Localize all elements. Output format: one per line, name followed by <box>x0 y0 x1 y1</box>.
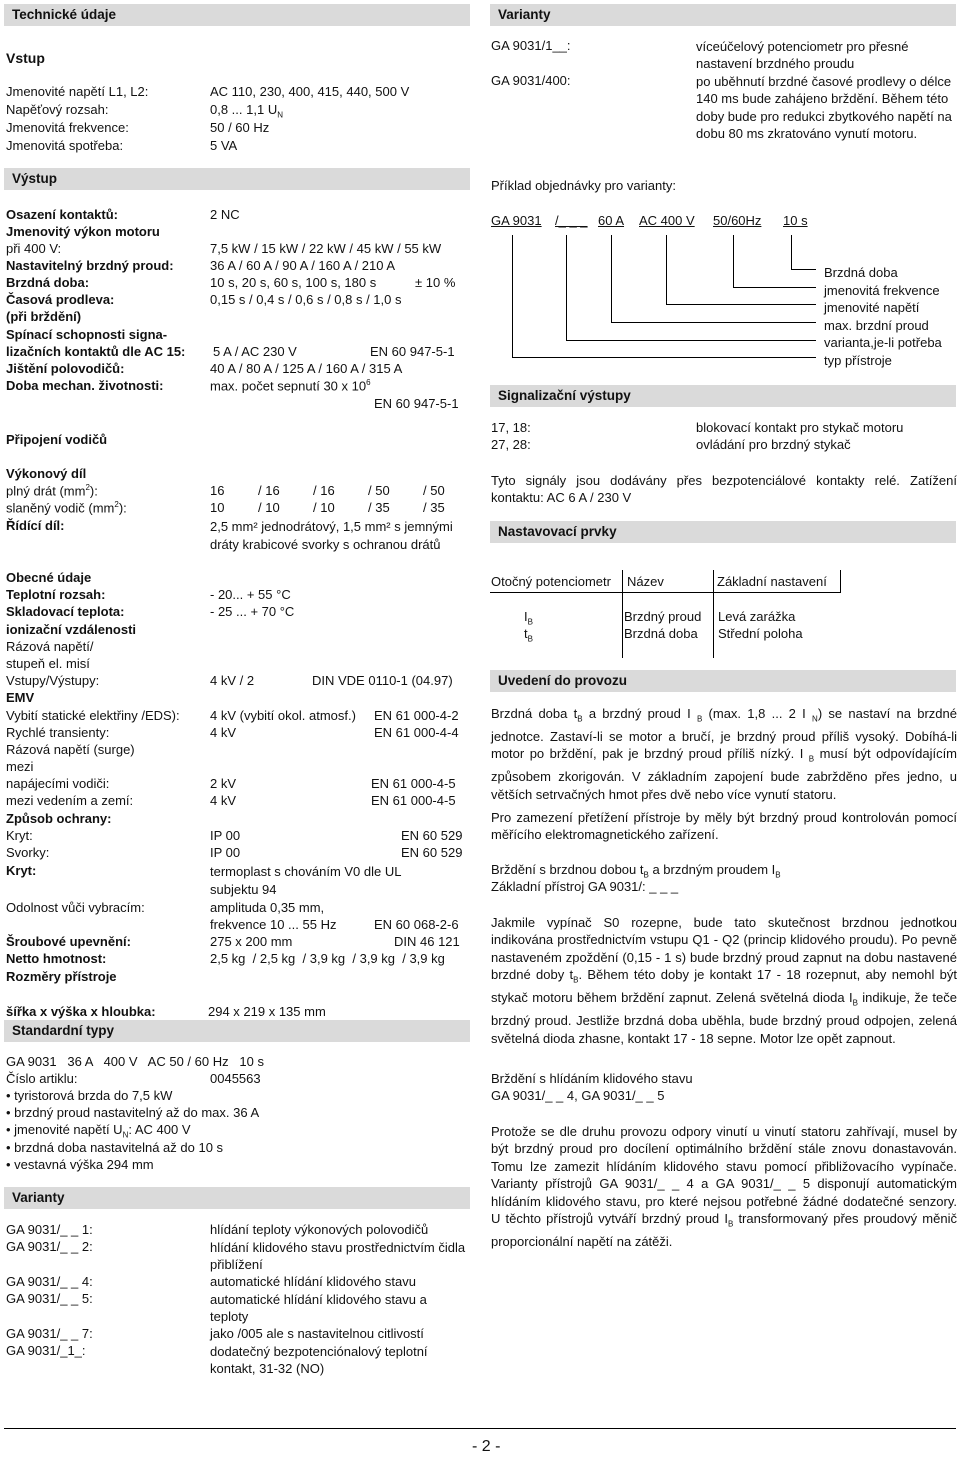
rvariant-code-2: GA 9031/400: <box>491 73 571 88</box>
variant-code-6: GA 9031/_1_: <box>6 1343 86 1358</box>
delay-value: 0,15 s / 0,4 s / 0,6 s / 0,8 s / 1,0 s <box>210 292 402 307</box>
order-label-6: typ přístroje <box>824 353 892 368</box>
power-label: Jmenovitý výkon motoru <box>6 224 160 239</box>
settings-sym-2: $t_B$ <box>524 626 533 644</box>
settings-name-2: Brzdná doba <box>624 626 698 641</box>
variant-code-4: GA 9031/_ _ 5: <box>6 1291 93 1306</box>
commission-para-3a: Brždění s brzdnou dobou $t_B$ a brzdným proudem $I_B$ <box>491 862 781 880</box>
between-label: mezi <box>6 759 34 774</box>
input-value-2: 0,8 ... 1,1 $U_N$ <box>210 102 283 120</box>
signal-code-1: 17, 18: <box>491 420 531 435</box>
supply-value: 2 kV <box>210 776 237 791</box>
vib-value-2: frekvence 10 ... 55 Hz <box>210 917 337 932</box>
solid-v3: / 16 <box>313 483 335 498</box>
switch-label-2: lizačních kontaktů dle AC 15: <box>6 344 186 359</box>
control-value: 2,5 mm² jednodrátový, 1,5 mm² s jemnými dráty krabicové svorky s ochranou drátů <box>210 519 453 552</box>
variant-desc-6: dodatečný bezpotenciónalový teplotní kontakt, 31-32 (NO) <box>210 1344 428 1377</box>
order-title: Příklad objednávky pro varianty: <box>491 178 676 193</box>
weight-value: 2,5 kg / 2,5 kg / 3,9 kg / 3,9 kg / 3,9 kg <box>210 951 445 966</box>
signal-header: Signalizační výstupy <box>490 385 956 407</box>
art-value: 0045563 <box>210 1071 261 1086</box>
order-label-1: Brzdná doba <box>824 265 898 280</box>
burst-label: Rychlé transienty: <box>6 725 110 740</box>
control-label: Řídící díl: <box>6 518 65 533</box>
life-label: Doba mechan. životnosti: <box>6 378 164 393</box>
output-header: Výstup <box>4 168 470 190</box>
surge-label-2: stupeň el. misí <box>6 656 90 671</box>
strand-v4: / 35 <box>368 500 390 515</box>
time-value: 10 s, 20 s, 60 s, 100 s, 180 s <box>210 275 377 290</box>
commission-para-4: Jakmile vypínač S0 rozepne, bude tato skutečnost brzdnou jednotkou indikována prostřednictvím vstupu Q1 - Q2 (princip klidového proudu). Po pevně nastaveném zpoždění (0,15 - 1 s) bude brzdný proud zapnut na dobu nastavené brzdné doby $t_B$. Během této doby je kontakt 17 - 18 rozepnut, aby nemohl být stykač motoru během brždění zapnut. Zelená světelná dioda $I_B$ indikuje, že teče brzdný proud. Jestliže brzdná doba uběhla, bude brzdný proud odpojen, zelená světelná dioda zhasne, kontakt 17 - 18 sepne. Motor lze opět zapnout. <box>491 915 957 1046</box>
commission-para-2: Pro zamezení přetížení přístroje by měly být brzdný proud kontrolován pomocí měřícího elektromagnetického zařízení. <box>491 810 957 843</box>
ground-label: mezi vedením a zemí: <box>6 793 134 808</box>
std-bullet-2: • brzdný proud nastavitelný až do max. 36 A <box>6 1105 260 1120</box>
variant-desc-3: automatické hlídání klidového stavu <box>210 1274 416 1289</box>
std-bullet-4: • brzdná doba nastavitelná až do 10 s <box>6 1140 224 1155</box>
commission-para-3b: Základní přístroj GA 9031/: _ _ _ <box>491 879 679 894</box>
time-tolerance: ± 10 % <box>415 275 456 290</box>
ground-norm: EN 61 000-4-5 <box>371 793 456 808</box>
variant-desc-5: jako /005 ale s nastavitelnou citlivostí <box>210 1326 424 1341</box>
settings-header: Nastavovací prvky <box>490 521 956 543</box>
order-part-6: 10 s <box>783 213 808 228</box>
housing-label: Kryt: <box>6 863 37 878</box>
settings-col-2: Název <box>627 574 664 589</box>
variant-desc-2: hlídání klidového stavu prostřednictvím čidla přiblížení <box>210 1240 466 1273</box>
std-header: Standardní typy <box>4 1020 470 1042</box>
commission-para-5a: Brždění s hlídáním klidového stavu <box>491 1071 693 1086</box>
footer-divider <box>4 1428 956 1429</box>
cover-norm: EN 60 529 <box>401 828 463 843</box>
input-label-3: Jmenovitá frekvence: <box>6 120 129 135</box>
time-label: Brzdná doba: <box>6 275 90 290</box>
supply-norm: EN 61 000-4-5 <box>371 776 456 791</box>
std-bullet-5: • vestavná výška 294 mm <box>6 1157 154 1172</box>
contacts-value: 2 NC <box>210 207 240 222</box>
weight-label: Netto hmotnost: <box>6 951 107 966</box>
signal-note: Tyto signály jsou dodávány přes bezpotenciálové kontakty relé. Zatížení kontaktu: AC 6 A / 230 V <box>491 473 957 506</box>
strand-v5: / 35 <box>423 500 445 515</box>
order-label-3: jmenovité napětí <box>824 300 920 315</box>
art-label: Číslo artiklu: <box>6 1071 78 1086</box>
screw-norm: DIN 46 121 <box>394 934 460 949</box>
switch-norm: EN 60 947-5-1 <box>370 344 455 359</box>
commission-para-5b: GA 9031/_ _ 4, GA 9031/_ _ 5 <box>491 1088 665 1103</box>
surge-title: Rázová napětí (surge) <box>6 742 135 757</box>
vib-value-1: amplituda 0,35 mm, <box>210 900 325 915</box>
input-label-4: Jmenovitá spotřeba: <box>6 138 124 153</box>
input-value-3: 50 / 60 Hz <box>210 120 270 135</box>
vib-label: Odolnost vůči vybracím: <box>6 900 145 915</box>
input-title: Vstup <box>6 50 45 66</box>
solid-v5: / 50 <box>423 483 445 498</box>
life-value: max. počet sepnutí 30 x $10^6$ <box>210 378 371 394</box>
screw-value: 275 x 200 mm <box>210 934 293 949</box>
supply-label: napájecími vodiči: <box>6 776 110 791</box>
delay-label: Časová prodleva: <box>6 292 115 307</box>
term-norm: EN 60 529 <box>401 845 463 860</box>
current-label: Nastavitelný brzdný proud: <box>6 258 174 273</box>
settings-col-3: Základní nastavení <box>717 574 827 589</box>
tech-header: Technické údaje <box>4 4 470 26</box>
commission-header: Uvedení do provozu <box>490 670 956 692</box>
solid-v2: / 16 <box>258 483 280 498</box>
power-part-title: Výkonový díl <box>6 466 87 481</box>
contacts-label: Osazení kontaktů: <box>6 207 118 222</box>
store-temp-label: Skladovací teplota: <box>6 604 125 619</box>
strand-v1: 10 <box>210 500 225 515</box>
power-value: 7,5 kW / 15 kW / 22 kW / 45 kW / 55 kW <box>210 241 442 256</box>
io-value: 4 kV / 2 <box>210 673 255 688</box>
housing-value: termoplast s chováním V0 dle UL subjektu 94 <box>210 864 401 897</box>
delay-note: (při brždění) <box>6 309 82 324</box>
page-number: - 2 - <box>472 1438 501 1455</box>
iso-title: ionizační vzdálenosti <box>6 622 137 637</box>
surge-label-1: Rázová napětí/ <box>6 639 94 654</box>
power-at-label: při 400 V: <box>6 241 62 256</box>
order-label-2: jmenovitá frekvence <box>824 283 940 298</box>
wire-header: Připojení vodičů <box>6 432 108 447</box>
io-label: Vstupy/Výstupy: <box>6 673 100 688</box>
rvariant-desc-2: po uběhnutí brzdné časové prodlevy o délce 140 ms bude zahájeno brždění. Během této doby bude pro redukci zbytkového napětí na dobu 80 ms zkratováno vynutí motoru. <box>696 74 952 142</box>
op-temp-label: Teplotní rozsah: <box>6 587 106 602</box>
switch-value: 5 A / AC 230 V <box>213 344 297 359</box>
variant-code-1: GA 9031/_ _ 1: <box>6 1222 93 1237</box>
solid-v1: 16 <box>210 483 225 498</box>
esd-value: 4 kV (vybití okol. atmosf.) <box>210 708 356 723</box>
op-temp-value: - 20... + 55 °C <box>210 587 291 602</box>
right-variants-header: Varianty <box>490 4 956 26</box>
order-part-1: GA 9031 <box>491 213 542 228</box>
strand-v3: / 10 <box>313 500 335 515</box>
dims-label: šířka x výška x hloubka: <box>6 1004 156 1019</box>
cover-label: Kryt: <box>6 828 33 843</box>
order-part-4: AC 400 V <box>639 213 695 228</box>
variant-code-3: GA 9031/_ _ 4: <box>6 1274 93 1289</box>
strand-label: slaněný vodič $(mm^2)$: <box>6 500 127 516</box>
std-bullet-3: • jmenovité napětí $U_N$: AC 400 V <box>6 1122 191 1140</box>
burst-value: 4 kV <box>210 725 237 740</box>
switch-label-1: Spínací schopnosti signa- <box>6 327 168 342</box>
solid-v4: / 50 <box>368 483 390 498</box>
fuse-value: 40 A / 80 A / 125 A / 160 A / 315 A <box>210 361 403 376</box>
rvariant-code-1: GA 9031/1__: <box>491 38 571 53</box>
settings-sym-1: $I_B$ <box>524 609 533 627</box>
order-label-5: varianta,je-li potřeba <box>824 335 942 350</box>
ground-value: 4 kV <box>210 793 237 808</box>
esd-norm: EN 61 000-4-2 <box>374 708 459 723</box>
strand-v2: / 10 <box>258 500 280 515</box>
order-part-2: /_ _ _ <box>555 213 588 228</box>
dims-value: 294 x 219 x 135 mm <box>208 1004 326 1019</box>
emv-title: EMV <box>6 690 35 705</box>
store-temp-value: - 25 ... + 70 °C <box>210 604 295 619</box>
commission-para-6: Protože se dle druhu provozu odpory vinutí u vinutí statoru zahřívají, musel by být brzdný proud pro docílení optimálního brždění stále znovu donastavován. Tomu lze zamezit hlídáním klidového stavu pomocí přibližovacího vypínače. Varianty přístrojů GA 9031/_ _ 4 a GA 9031/_ _ 5 disponují automatickým hlídáním klidového stavu, pro které nejsou potřebné žádné dodatečné senzory. U těchto přístrojů vytváří brzdný proud $I_B$ transformovaný přes proudový měnič proporcionální napětí na zátěži. <box>491 1124 957 1250</box>
solid-label: plný drát $(mm^2)$: <box>6 483 98 499</box>
cover-value: IP 00 <box>210 828 241 843</box>
commission-para-1: Brzdná doba $t_B$ a brzdný proud I $_B$ (max. 1,8 ... 2 I $_N$) se nastaví na brzdné jednotce. Zastaví-li se motor a bručí, je brzdný proud příliš vysoký. Dobíhá-li motor po brždění, pak je brzdný proud příliš nízký. I $_B$ musí být odpovídajícím způsobem zkorigován. V základním zapojení bude zabržděno přes jedno, u větších setrvačných hmot přes dvě nebo více vynutí statoru. <box>491 706 958 802</box>
settings-name-1: Brzdný proud <box>624 609 702 624</box>
settings-col-1: Otočný potenciometr <box>491 574 611 589</box>
general-title: Obecné údaje <box>6 570 92 585</box>
order-label-4: max. brzdní proud <box>824 318 929 333</box>
screw-label: Šroubové upevnění: <box>6 934 131 949</box>
signal-desc-1: blokovací kontakt pro stykač motoru <box>696 420 904 435</box>
burst-norm: EN 61 000-4-4 <box>374 725 459 740</box>
std-type-line: GA 9031 36 A 400 V AC 50 / 60 Hz 10 s <box>6 1054 265 1069</box>
current-value: 36 A / 60 A / 90 A / 160 A / 210 A <box>210 258 396 273</box>
vib-norm: EN 60 068-2-6 <box>374 917 459 932</box>
variant-code-2: GA 9031/_ _ 2: <box>6 1239 93 1254</box>
input-value-1: AC 110, 230, 400, 415, 440, 500 V <box>210 84 410 99</box>
variant-desc-4: automatické hlídání klidového stavu a teploty <box>210 1292 427 1325</box>
io-norm: DIN VDE 0110-1 (04.97) <box>312 673 453 688</box>
term-value: IP 00 <box>210 845 241 860</box>
order-part-3: 60 A <box>598 213 625 228</box>
prot-title: Způsob ochrany: <box>6 811 112 826</box>
input-value-4: 5 VA <box>210 138 238 153</box>
input-label-2: Napěťový rozsah: <box>6 102 109 117</box>
term-label: Svorky: <box>6 845 50 860</box>
variant-desc-1: hlídání teploty výkonových polovodičů <box>210 1222 429 1237</box>
rvariant-desc-1: víceúčelový potenciometr pro přesné nastavení brzdného proudu <box>696 39 909 72</box>
left-variants-header: Varianty <box>4 1187 470 1209</box>
signal-desc-2: ovládání pro brzdný stykač <box>696 437 851 452</box>
dims-title: Rozměry přístroje <box>6 969 117 984</box>
order-part-5: 50/60Hz <box>713 213 762 228</box>
esd-label: Vybití statické elektřiny /EDS): <box>6 708 180 723</box>
std-bullet-1: • tyristorová brzda do 7,5 kW <box>6 1088 173 1103</box>
life-norm: EN 60 947-5-1 <box>374 396 459 411</box>
settings-def-2: Střední poloha <box>718 626 803 641</box>
input-label-1: Jmenovité napětí L1, L2: <box>6 84 149 99</box>
variant-code-5: GA 9031/_ _ 7: <box>6 1326 93 1341</box>
settings-def-1: Levá zarážka <box>718 609 796 624</box>
fuse-label: Jištění polovodičů: <box>6 361 125 376</box>
signal-code-2: 27, 28: <box>491 437 531 452</box>
